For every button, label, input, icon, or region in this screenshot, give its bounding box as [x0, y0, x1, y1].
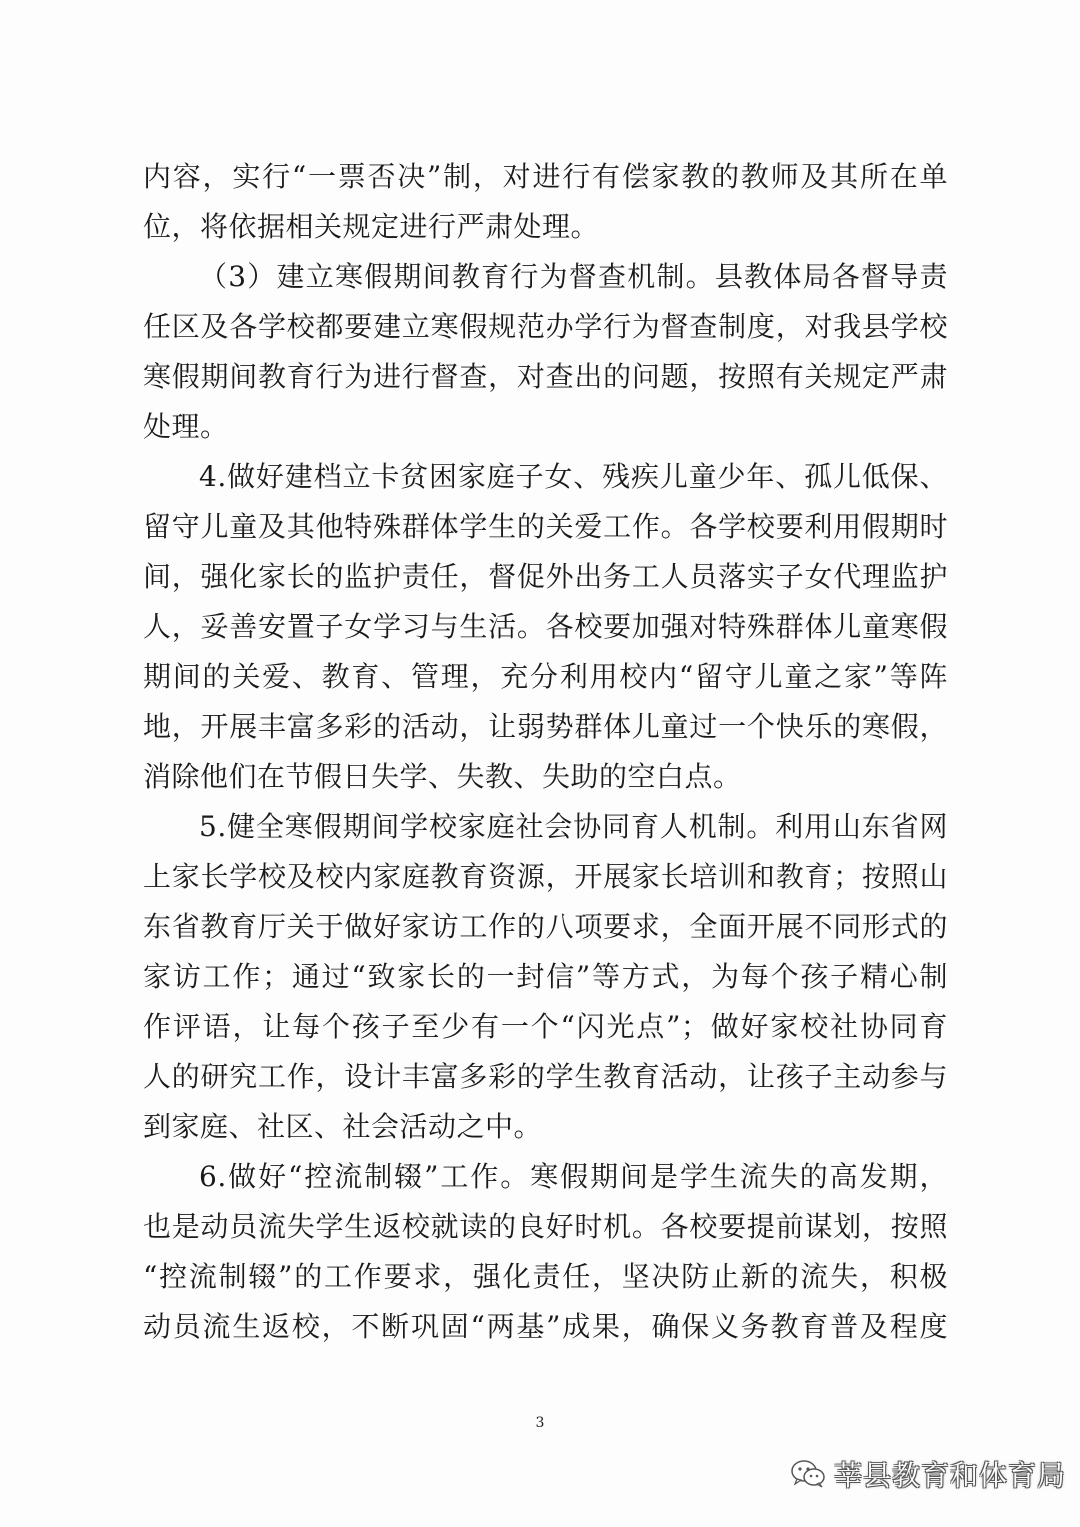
document-body — [143, 152, 948, 1352]
body-line: 上家长学校及校内家庭教育资源，开展家长培训和教育；按照山 — [143, 860, 948, 893]
page-number: 3 — [535, 1415, 545, 1431]
body-line: 也是动员流失学生返校就读的良好时机。各校要提前谋划，按照 — [143, 1210, 948, 1243]
body-line: 人的研究工作，设计丰富多彩的学生教育活动，让孩子主动参与 — [143, 1060, 948, 1093]
body-line: 到家庭、社区、社会活动之中。 — [143, 1110, 543, 1143]
wechat-watermark — [790, 1452, 1066, 1496]
body-line: 地，开展丰富多彩的活动，让弱势群体儿童过一个快乐的寒假， — [143, 710, 948, 743]
watermark-label: 莘县教育和体育局 — [834, 1459, 1067, 1492]
body-line: 位，将依据相关规定进行严肃处理。 — [143, 210, 600, 243]
body-line: 消除他们在节假日失学、失教、失助的空白点。 — [143, 760, 742, 793]
body-line: 作评语，让每个孩子至少有一个“闪光点”；做好家校社协同育 — [143, 1010, 948, 1043]
paragraph-heading-line: 6.做好“控流制辍”工作。寒假期间是学生流失的高发期， — [199, 1160, 948, 1193]
body-line: 动员流生返校，不断巩固“两基”成果，确保义务教育普及程度 — [143, 1310, 948, 1343]
body-line: 东省教育厅关于做好家访工作的八项要求，全面开展不同形式的 — [143, 910, 948, 943]
body-line: 内容，实行“一票否决”制，对进行有偿家教的教师及其所在单 — [143, 160, 948, 193]
paragraph-heading-line: 4.做好建档立卡贫困家庭子女、残疾儿童少年、孤儿低保、 — [199, 460, 948, 493]
wechat-icon — [790, 1459, 826, 1489]
paragraph-heading-line: 5.健全寒假期间学校家庭社会协同育人机制。利用山东省网 — [199, 810, 948, 843]
body-line: 间，强化家长的监护责任，督促外出务工人员落实子女代理监护 — [143, 560, 948, 593]
body-line: 任区及各学校都要建立寒假规范办学行为督查制度，对我县学校 — [143, 310, 948, 343]
paragraph-heading-line: （3）建立寒假期间教育行为督查机制。县教体局各督导责 — [199, 260, 948, 293]
body-line: “控流制辍”的工作要求，强化责任，坚决防止新的流失，积极 — [143, 1260, 948, 1293]
body-line: 人，妥善安置子女学习与生活。各校要加强对特殊群体儿童寒假 — [143, 610, 948, 643]
body-line: 家访工作；通过“致家长的一封信”等方式，为每个孩子精心制 — [143, 960, 948, 993]
body-line: 留守儿童及其他特殊群体学生的关爱工作。各学校要利用假期时 — [143, 510, 948, 543]
body-line: 期间的关爱、教育、管理，充分利用校内“留守儿童之家”等阵 — [143, 660, 948, 693]
body-line: 处理。 — [143, 410, 229, 443]
body-line: 寒假期间教育行为进行督查，对查出的问题，按照有关规定严肃 — [143, 360, 948, 393]
